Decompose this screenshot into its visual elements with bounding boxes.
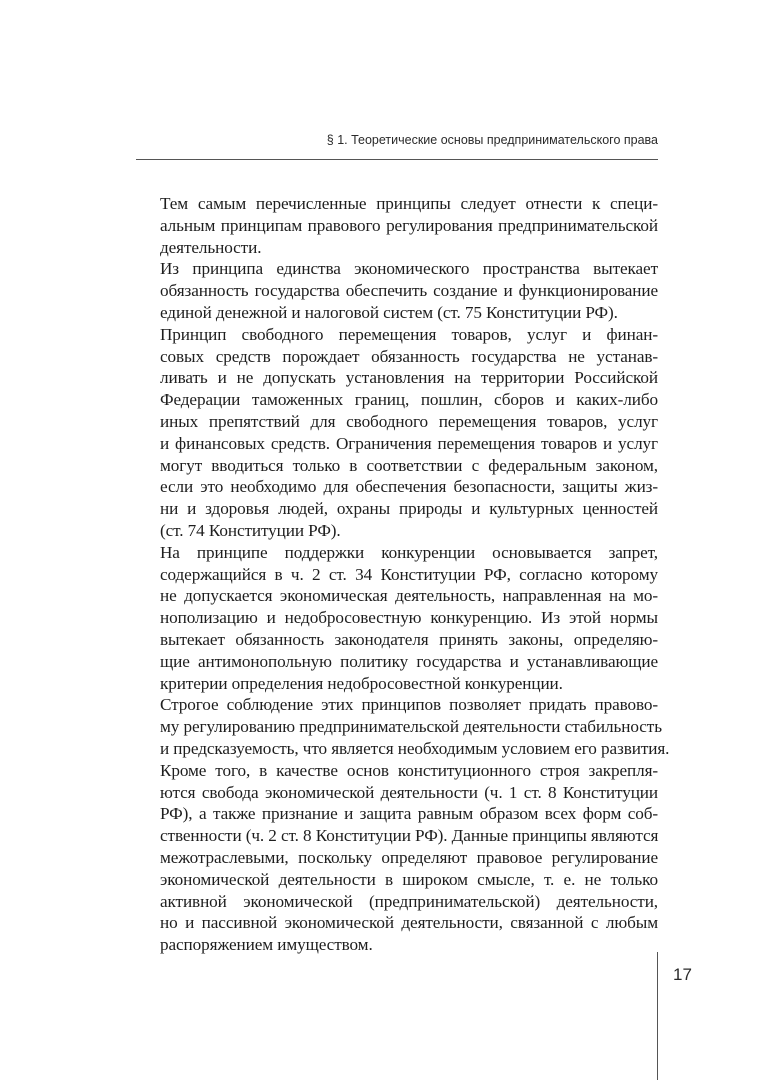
text-line: щие антимонопольную политику государства и устанавливающие bbox=[160, 651, 658, 671]
text-line: На принципе поддержки конкуренции основывается запрет, bbox=[160, 542, 658, 562]
text-line: деятельности. bbox=[160, 237, 262, 257]
header-rule bbox=[136, 159, 658, 160]
text-line: содержащийся в ч. 2 ст. 34 Конституции РФ, согласно которому bbox=[160, 564, 658, 584]
text-line: активной экономической (предпринимательской) деятельности, bbox=[160, 891, 658, 911]
text-line: ются свобода экономической деятельности (ч. 1 ст. 8 Конституции bbox=[160, 782, 658, 802]
text-line: вытекает обязанность законодателя принять законы, определяю- bbox=[160, 629, 658, 649]
text-line: если это необходимо для обеспечения безопасности, защиты жиз- bbox=[160, 477, 658, 497]
text-line: му регулированию предпринимательской деятельности стабильность bbox=[160, 717, 662, 737]
paragraph bbox=[136, 694, 670, 759]
text-line: и предсказуемость, что является необходимым условием его развития. bbox=[160, 738, 670, 758]
text-line: распоряжением имуществом. bbox=[160, 935, 373, 955]
text-line: нополизацию и недобросовестную конкуренцию. Из этой нормы bbox=[160, 608, 658, 628]
text-line: и финансовых средств. Ограничения перемещения товаров и услуг bbox=[160, 433, 658, 453]
text-line: могут вводиться только в соответствии с федеральным законом, bbox=[160, 455, 658, 475]
text-line: совых средств порождает обязанность государства не устанав- bbox=[160, 346, 658, 366]
running-head: § 1. Теоретические основы предпринимательского права bbox=[326, 133, 658, 147]
page-number: 17 bbox=[673, 965, 692, 984]
paragraph bbox=[136, 193, 658, 258]
text-line: альным принципам правового регулирования предпринимательской bbox=[160, 215, 658, 235]
paragraph bbox=[136, 324, 658, 542]
folio-rule bbox=[657, 952, 658, 1080]
text-line: Строгое соблюдение этих принципов позволяет придать правово- bbox=[160, 695, 658, 715]
paragraph bbox=[136, 258, 658, 323]
text-line: ливать и не допускать установления на территории Российской bbox=[160, 368, 658, 388]
text-line: но и пассивной экономической деятельности, связанной с любым bbox=[160, 913, 658, 933]
body-text bbox=[136, 193, 670, 956]
text-line: Принцип свободного перемещения товаров, услуг и финан- bbox=[160, 324, 658, 344]
paragraph bbox=[136, 760, 658, 956]
paragraph bbox=[136, 542, 658, 695]
text-line: критерии определения недобросовестной конкуренции. bbox=[160, 673, 563, 693]
text-line: (ст. 74 Конституции РФ). bbox=[160, 520, 341, 540]
text-line: экономической деятельности в широком смысле, т. е. не только bbox=[160, 869, 658, 889]
text-line: единой денежной и налоговой систем (ст. 75 Конституции РФ). bbox=[160, 302, 618, 322]
text-line: межотраслевыми, поскольку определяют правовое регулирование bbox=[160, 847, 658, 867]
text-line: Федерации таможенных границ, пошлин, сборов и каких-либо bbox=[160, 390, 658, 410]
text-line: не допускается экономическая деятельность, направленная на мо- bbox=[160, 586, 658, 606]
text-line: Тем самым перечисленные принципы следует отнести к специ- bbox=[160, 194, 658, 213]
text-line: ственности (ч. 2 ст. 8 Конституции РФ). Данные принципы являются bbox=[160, 826, 659, 846]
text-line: обязанность государства обеспечить создание и функционирование bbox=[160, 281, 658, 301]
text-line: Кроме того, в качестве основ конституционного строя закрепля- bbox=[160, 760, 658, 780]
text-line: РФ), а также признание и защита равным образом всех форм соб- bbox=[160, 804, 658, 824]
text-line: Из принципа единства экономического пространства вытекает bbox=[160, 259, 658, 279]
text-line: ни и здоровья людей, охраны природы и культурных ценностей bbox=[160, 499, 658, 519]
text-line: иных препятствий для свободного перемещения товаров, услуг bbox=[160, 411, 658, 431]
